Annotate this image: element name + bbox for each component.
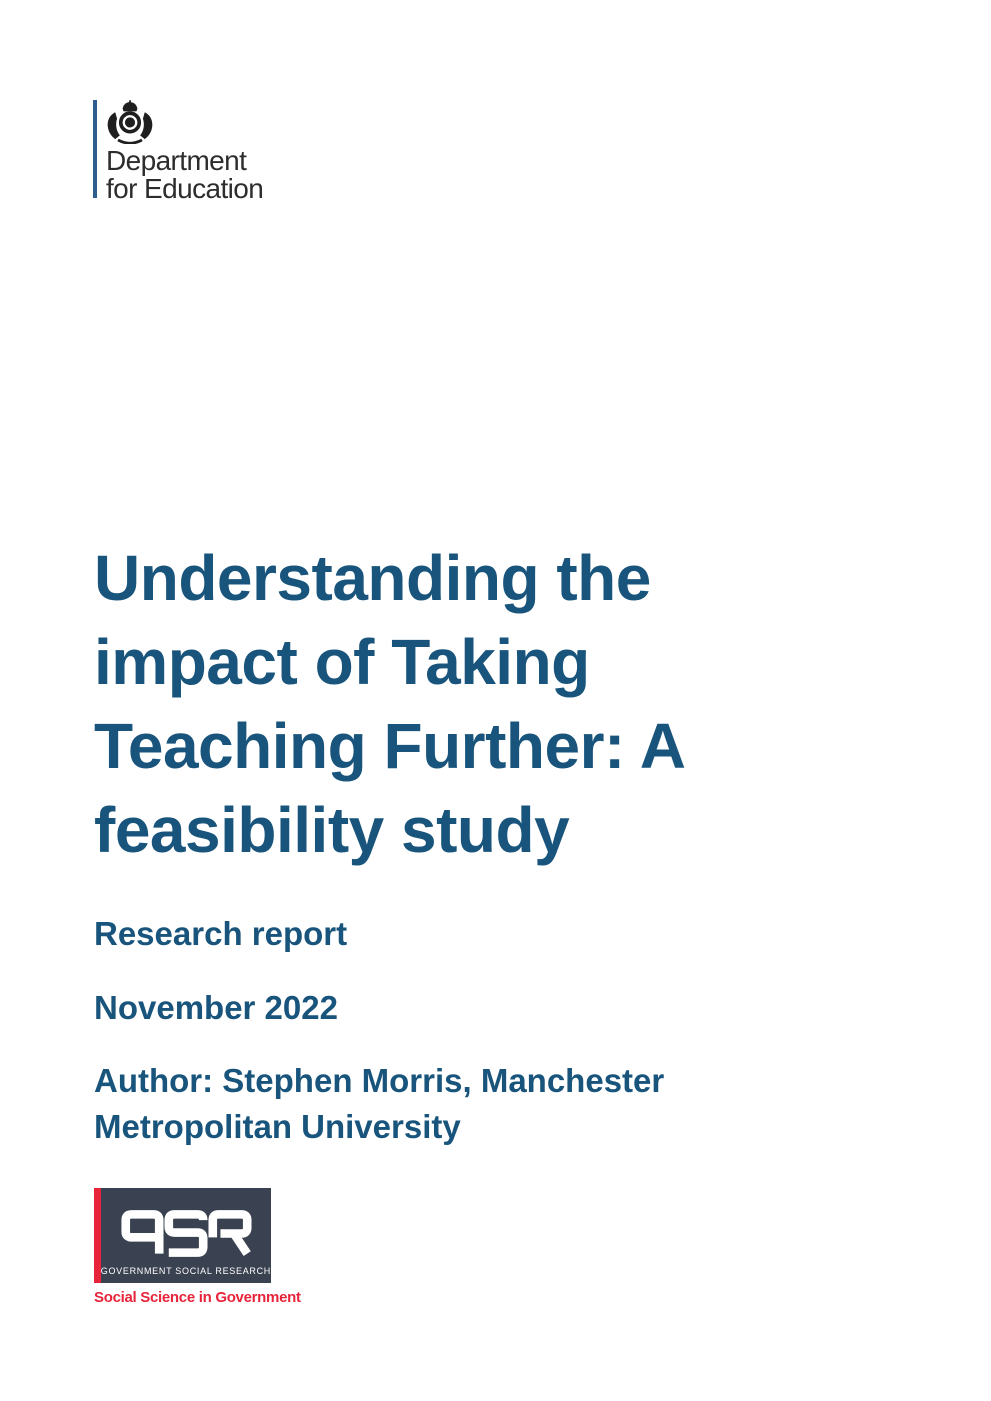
report-author-label: [94, 1058, 664, 1150]
dfe-name-line2: for Education: [106, 173, 264, 204]
royal-coat-of-arms-icon: [106, 100, 154, 144]
report-title-line: impact of Taking: [94, 626, 590, 698]
gsr-navy-panel: [101, 1188, 271, 1283]
report-title: [94, 536, 685, 872]
report-author-line: Author: Stephen Morris, Manchester: [94, 1062, 665, 1099]
gsr-red-bar: [94, 1188, 101, 1283]
report-title-line: feasibility study: [94, 794, 570, 866]
report-type-label: Research report: [94, 915, 348, 952]
report-date-label: November 2022: [94, 989, 338, 1026]
gsr-caption: GOVERNMENT SOCIAL RESEARCH: [100, 1266, 271, 1276]
gsr-logo: [94, 1188, 301, 1306]
report-title-line: Understanding the: [94, 542, 651, 614]
gsr-tagline: Social Science in Government: [94, 1289, 301, 1306]
report-author-line: Metropolitan University: [94, 1108, 461, 1145]
report-title-line: Teaching Further: A: [94, 710, 686, 782]
gsr-acronym-icon: [120, 1208, 252, 1259]
dfe-logo: [93, 100, 263, 203]
dfe-logo-text: [106, 147, 263, 203]
dfe-logo-content: [106, 100, 263, 203]
dfe-logo-bar: [93, 100, 97, 198]
gsr-logo-box: [94, 1188, 271, 1283]
dfe-name-line1: Department: [106, 145, 247, 176]
